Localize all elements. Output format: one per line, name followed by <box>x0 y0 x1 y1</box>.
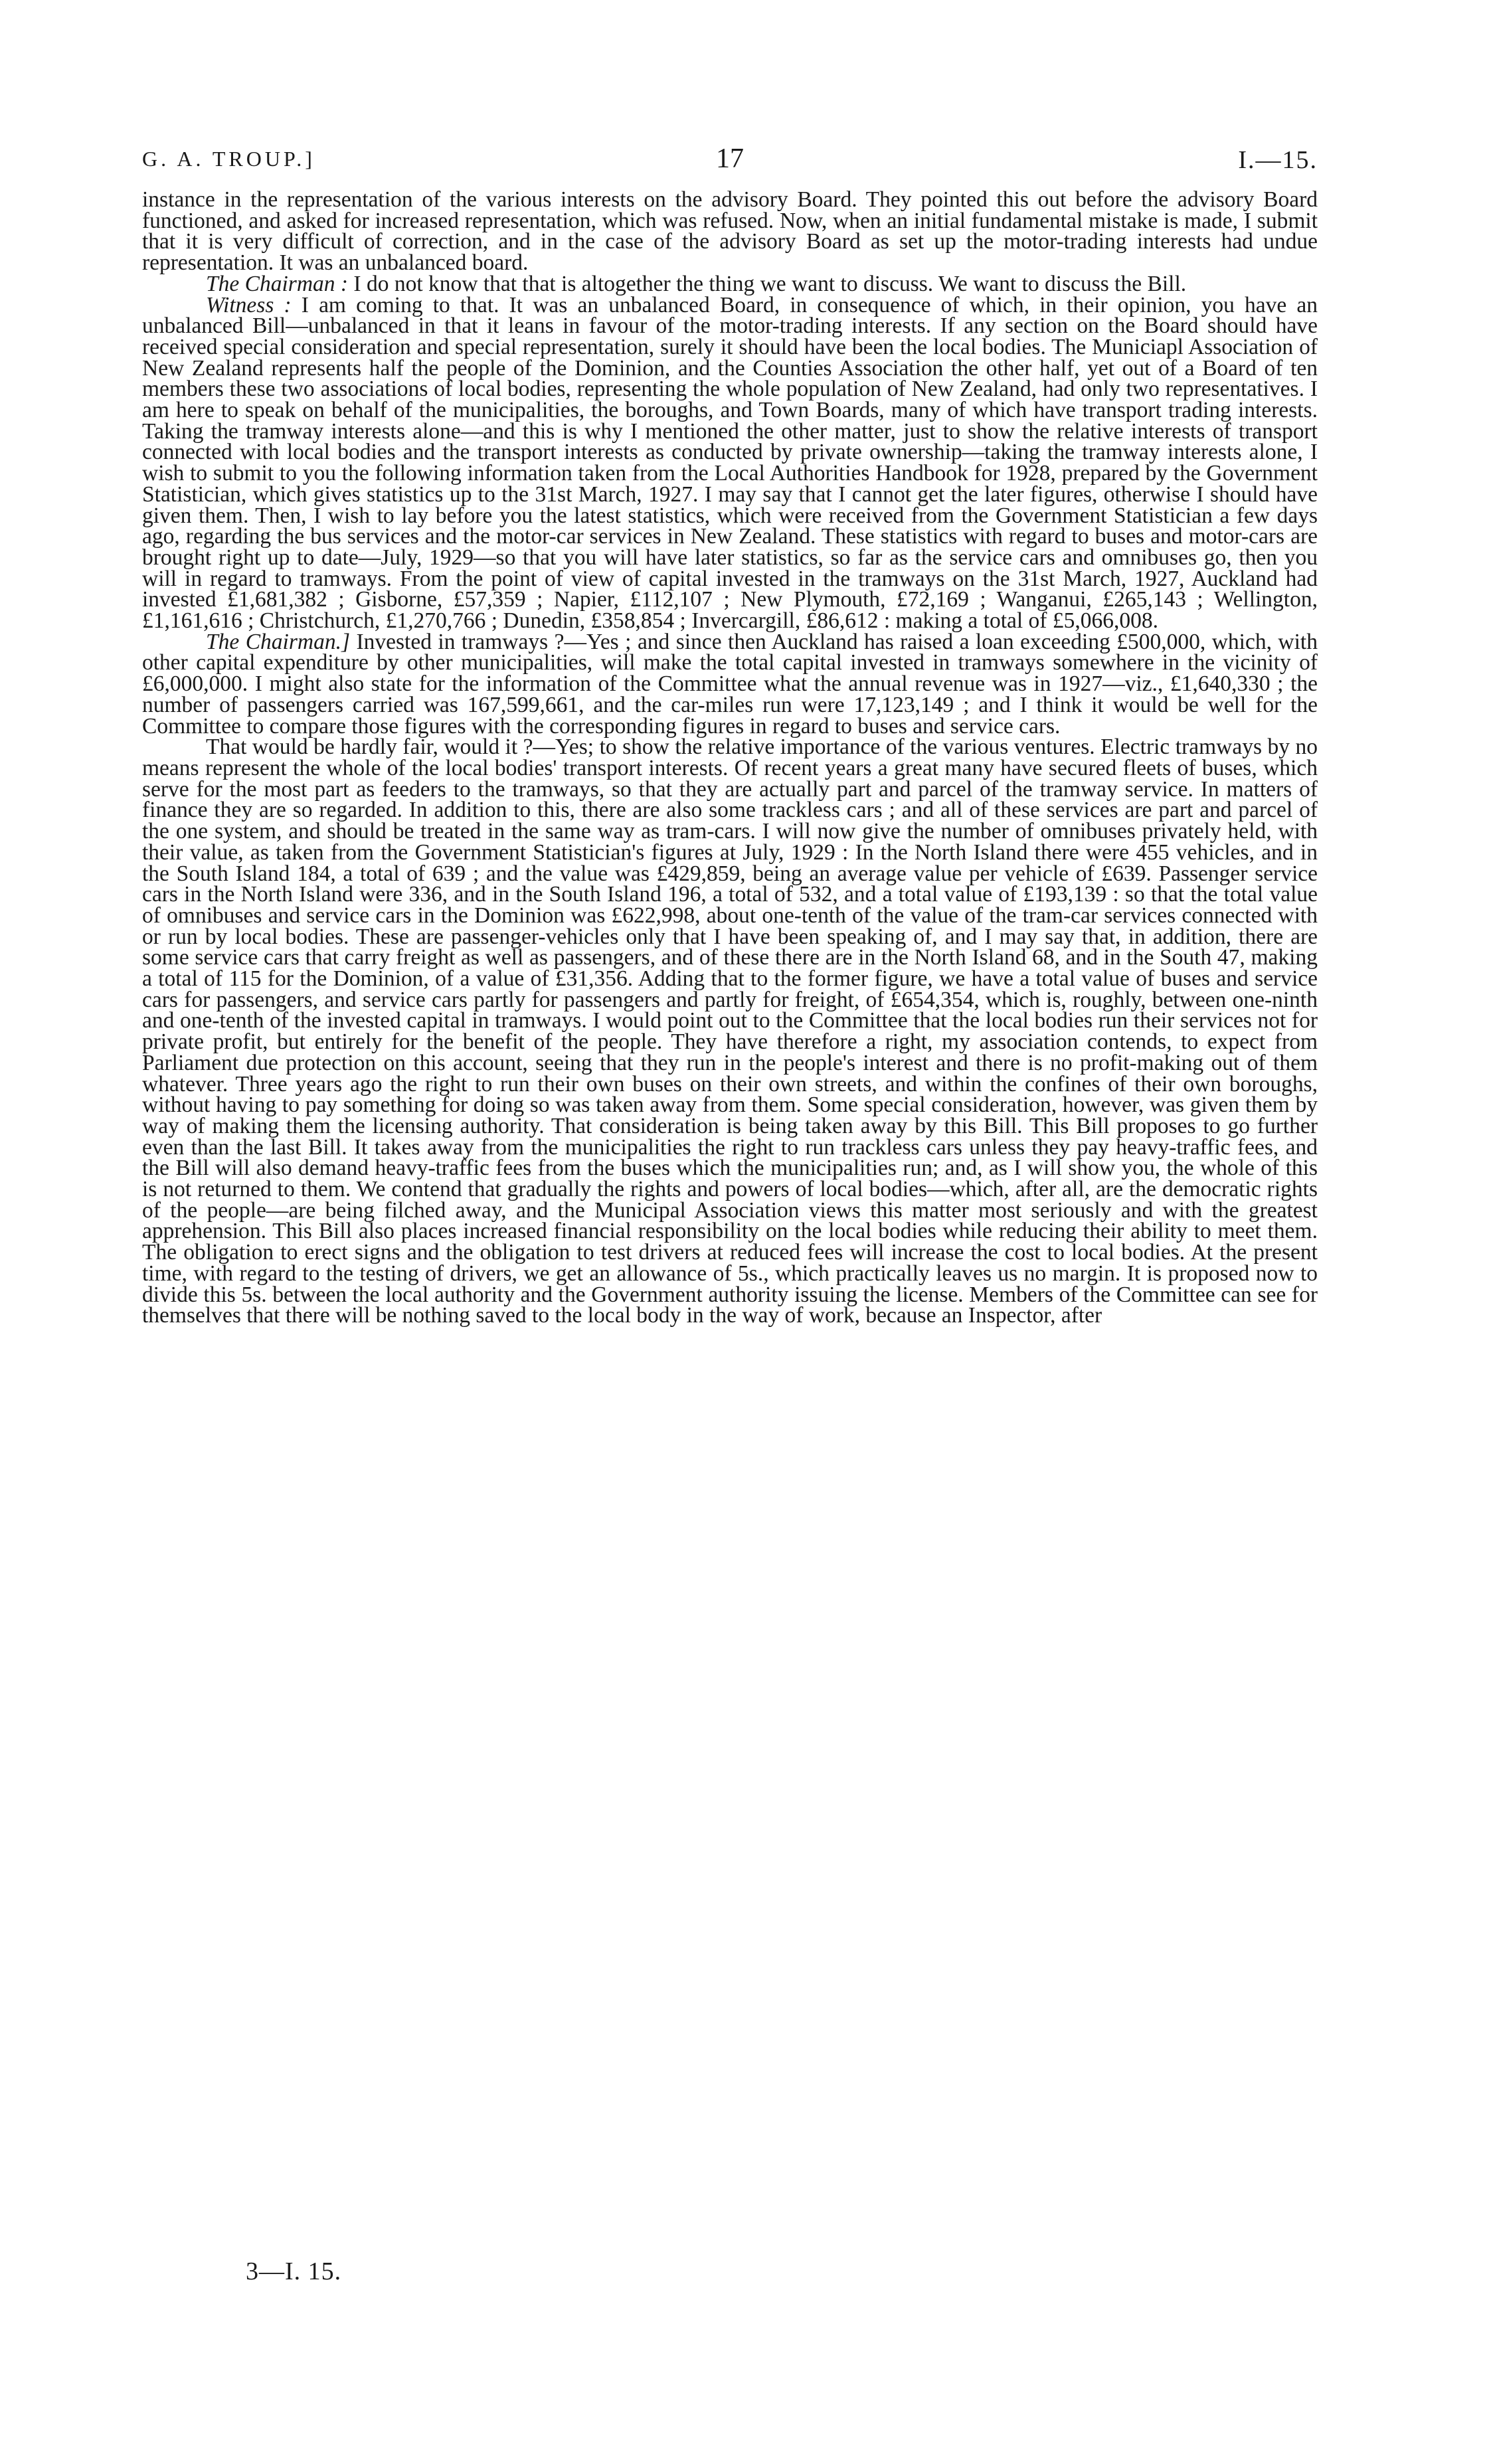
paragraph-5 <box>142 737 1318 1326</box>
paragraph-1 <box>142 189 1318 274</box>
paragraph-text: That would be hardly fair, would it ?—Yes; to show the relative importance of the various ventures. Electric tramways by no means represent the whole of the local bodies' transport interests. Of recent years a great many have secured fleets of buses, which serve for the most part as feeders to the tramways, so that they are actually part and parcel of the tramway service. In matters of finance they are so regarded. In addition to this, there are also some trackless cars ; and all of these services are part and parcel of the one system, and should be treated in the same way as tram-cars. I will now give the number of omnibuses privately held, with their value, as taken from the Government Statistician's figures at July, 1929 : In the North Island there were 455 vehicles, and in the South Island 184, a total of 639 ; and the value was £429,859, being an average value per vehicle of £639. Passenger service cars in the North Island were 336, and in the South Island 196, a total of 532, and a total value of £193,139 : so that the total value of omnibuses and service cars in the Dominion was £622,998, about one-tenth of the value of the tram-car services connected with or run by local bodies. These are passenger-vehicles only that I have been speaking of, and I may say that, in addition, there are some service cars that carry freight as well as passengers, and of these there are in the North Island 68, and in the South 47, making a total of 115 for the Dominion, of a value of £31,356. Adding that to the former figure, we have a total value of buses and service cars for passengers, and service cars partly for passengers and partly for freight, of £654,354, which is, roughly, between one-ninth and one-tenth of the invested capital in tramways. I would point out to the Committee that the local bodies run their services not for private profit, but entirely for the benefit of the people. They have therefore a right, my association contends, to expect from Parliament due protection on this account, seeing that they run in the people's interest and there is no profit-making out of them whatever. Three years ago the right to run their own buses on their own streets, and within the confines of their own boroughs, without having to pay something for doing so was taken away from them. Some special consideration, however, was given them by way of making them the licensing authority. That consideration is being taken away by this Bill. This Bill proposes to go further even than the last Bill. It takes away from the municipalities the right to run trackless cars unless they pay heavy-traffic fees, and the Bill will also demand heavy-traffic fees from the buses which the municipalities run; and, as I will show you, the whole of this is not returned to them. We contend that gradually the rights and powers of local bodies—which, after all, are the democratic rights of the people—are being filched away, and the Municipal Association views this matter most seriously and with the greatest apprehension. This Bill also places increased financial responsibility on the local bodies while reducing their ability to meet them. The obligation to erect signs and the obligation to test drivers at reduced fees will increase the cost to local bodies. At the present time, with regard to the testing of drivers, we get an allowance of 5s., which practically leaves us no margin. It is proposed now to divide this 5s. between the local authority and the Government authority issuing the license. Members of the Committee can see for themselves that there will be nothing saved to the local body in the way of work, because an Inspector, after <box>142 735 1318 1328</box>
speaker-label: The Chairman.] <box>206 629 350 654</box>
body-text <box>142 189 1318 1326</box>
speaker-label: Witness : <box>206 292 292 317</box>
paragraph-3 <box>142 292 1318 634</box>
paragraph-text: I do not know that that is altogether the thing we want to discuss. We want to discuss the Bill. <box>348 271 1187 296</box>
document-page <box>142 143 1318 1326</box>
speaker-label: The Chairman : <box>206 271 349 296</box>
signature-mark: 3—I. 15. <box>246 2257 342 2285</box>
page-number: 17 <box>716 143 744 174</box>
running-header <box>142 143 1318 183</box>
header-author: G. A. TROUP.] <box>142 147 315 171</box>
paragraph-text: I am coming to that. It was an unbalanced Board, in consequence of which, in their opinion, you have an unbalanced Bill—unbalanced in that it leans in favour of the motor-trading interests. If any section on the Board should have received special consideration and special representation, surely it should have been the local bodies. The Municiapl Association of New Zealand represents half the people of the Dominion, and the Counties Association the other half, yet out of a Board of ten members these two associations of local bodies, representing the whole population of New Zealand, had only two representatives. I am here to speak on behalf of the municipalities, the boroughs, and Town Boards, many of which have transport trading interests. Taking the tramway interests alone—and this is why I mentioned the other matter, just to show the relative interests of transport connected with local bodies and the transport interests as conducted by private ownership—taking the tramway interests alone, I wish to submit to you the following information taken from the Local Authorities Handbook for 1928, prepared by the Government Statistician, which gives statistics up to the 31st March, 1927. I may say that I cannot get the later figures, otherwise I should have given them. Then, I wish to lay before you the latest statistics, which were received from the Government Statistician a few days ago, regarding the bus services and the motor-car services in New Zealand. These statistics with regard to buses and motor-cars are brought right up to date—July, 1929—so that you will have later statistics, so far as the service cars and omnibuses go, then you will in regard to tramways. From the point of view of capital invested in the tramways on the 31st March, 1927, Auckland had invested £1,681,382 ; Gisborne, £57,359 ; Napier, £112,107 ; New Plymouth, £72,169 ; Wanganui, £265,143 ; Wellington, £1,161,616 ; Christchurch, £1,270,766 ; Dunedin, £358,854 ; Invercargill, £86,612 : making a total of £5,066,008. <box>142 292 1318 634</box>
paragraph-4 <box>142 629 1318 739</box>
paragraph-2 <box>142 271 1318 296</box>
paragraph-text: Invested in tramways ?—Yes ; and since then Auckland has raised a loan exceeding £500,000, which, with other capital expenditure by other municipalities, will make the total capital invested in tramways somewhere in the vicinity of £6,000,000. I might also state for the information of the Committee what the annual revenue was in 1927—viz., £1,640,330 ; the number of passengers carried was 167,599,661, and the car-miles run were 17,123,149 ; and I think it would be well for the Committee to compare those figures with the corresponding figures in regard to buses and service cars. <box>142 629 1318 739</box>
paragraph-text: instance in the representation of the various interests on the advisory Board. They pointed this out before the advisory Board functioned, and asked for increased representation, which was refused. Now, when an initial fundamental mistake is made, I submit that it is very difficult of correction, and in the case of the advisory Board as set up the motor-trading interests had undue representation. It was an unbalanced board. <box>142 187 1318 276</box>
document-reference: I.—15. <box>1238 146 1318 174</box>
